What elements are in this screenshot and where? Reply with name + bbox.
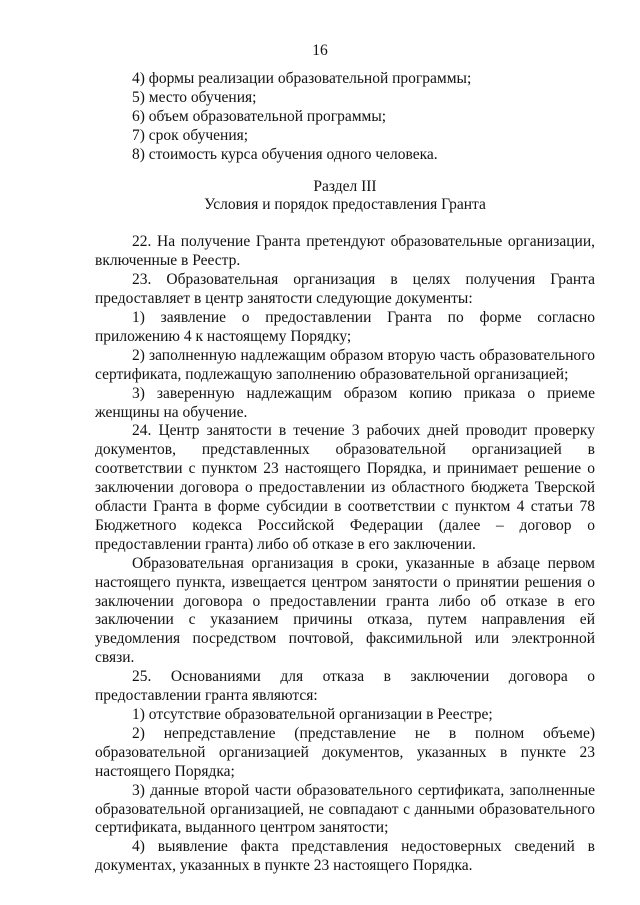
paragraph: 24. Центр занятости в течение 3 рабочих дней проводит проверку документов, представленных образовательной организацией в соответствии с пунктом 23 настоящего Порядка, и принимает решение о заключении договора о предоставлении из областного бюджета Тверской области Гранта в форме субсидии в соответствии с пунктом 4 статьи 78 Бюджетного кодекса Российской Федерации (далее – договор о предоставлении гранта) либо об отказе в его заключении.	[95, 422, 595, 553]
section-label: Раздел III	[313, 177, 377, 195]
paragraph: 1) отсутствие образовательной организации в Реестре;	[132, 706, 493, 723]
paragraph: 1) заявление о предоставлении Гранта по форме согласно приложению 4 к настоящему Порядку;	[95, 308, 595, 345]
list-item: 5) место обучения;	[132, 88, 257, 106]
paragraph: 4) выявление факта представления недостоверных сведений в документах, указанных в пункте 23 настоящего Порядка.	[95, 838, 595, 875]
paragraph: 23. Образовательная организация в целях получения Гранта предоставляет в центр занятости следующие документы:	[95, 271, 595, 308]
document-body	[95, 70, 595, 876]
section-title: Условия и порядок предоставления Гранта	[204, 196, 486, 214]
paragraph: 25. Основаниями для отказа в заключении договора о предоставлении гранта являются:	[95, 668, 595, 705]
paragraph: 22. На получение Гранта претендуют образовательные организации, включенные в Реестр.	[95, 233, 595, 270]
page-number: 16	[312, 42, 328, 59]
paragraph: 3) заверенную надлежащим образом копию приказа о приеме женщины на обучение.	[95, 384, 595, 421]
list-item: 7) срок обучения;	[132, 126, 249, 144]
list-item: 6) объем образовательной программы;	[132, 107, 387, 125]
list-item: 4) формы реализации образовательной программы;	[132, 70, 472, 87]
paragraph: Образовательная организация в сроки, указанные в абзаце первом настоящего пункта, извещается центром занятости о принятии решения о заключении договора о предоставлении гранта либо об отказе в его заключении с указанием причины отказа, путем направления ей уведомления посредством почтовой, факсимильной или электронной связи.	[95, 554, 595, 667]
list-item: 8) стоимость курса обучения одного человека.	[132, 145, 438, 163]
paragraph: 2) заполненную надлежащим образом вторую часть образовательного сертификата, подлежащую заполнению образовательной организацией;	[95, 346, 595, 383]
paragraph: 3) данные второй части образовательного сертификата, заполненные образовательной организацией, не совпадают с данными образовательного сертификата, выданного центром занятости;	[95, 781, 595, 837]
paragraph: 2) непредставление (представление не в полном объеме) образовательной организацией документов, указанных в пункте 23 настоящего Порядка;	[95, 724, 595, 780]
